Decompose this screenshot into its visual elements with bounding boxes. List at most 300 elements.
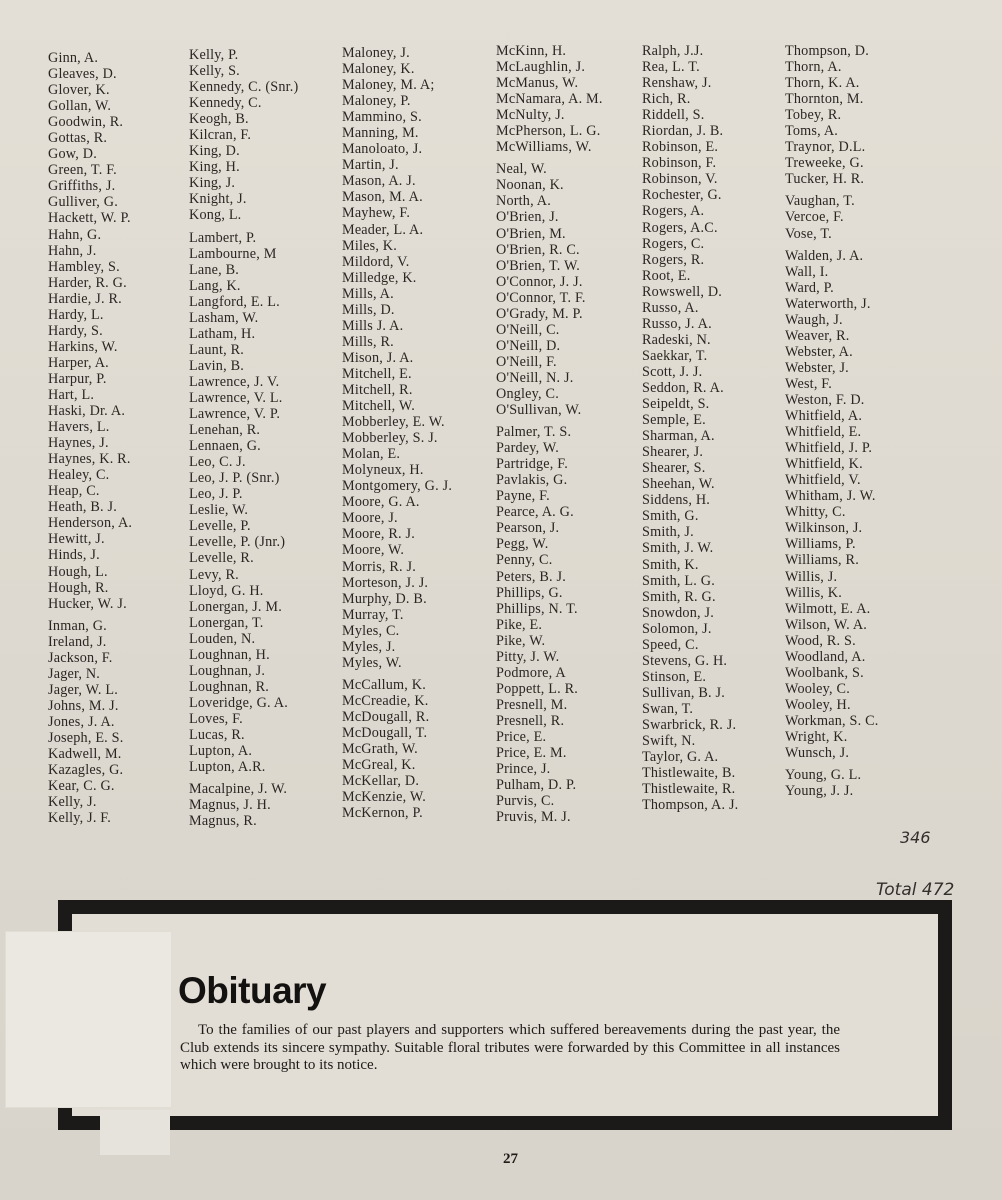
member-name: Sheehan, W. bbox=[642, 476, 715, 493]
names-column-1 bbox=[48, 50, 132, 826]
member-name: Johns, M. J. bbox=[48, 697, 119, 714]
member-name: Swift, N. bbox=[642, 733, 696, 750]
member-name: McDougall, T. bbox=[342, 724, 428, 741]
member-name: Wall, I. bbox=[785, 263, 829, 280]
member-name: Gow, D. bbox=[48, 146, 97, 163]
member-name: Webster, J. bbox=[785, 359, 849, 376]
member-name: Workman, S. C. bbox=[785, 712, 879, 729]
member-name: Walden, J. A. bbox=[785, 247, 864, 264]
member-name: Swarbrick, R. J. bbox=[642, 716, 737, 733]
member-name: Hahn, G. bbox=[48, 226, 102, 243]
member-name: Webster, A. bbox=[785, 343, 853, 360]
member-name: Shearer, J. bbox=[642, 444, 704, 461]
member-name: Rich, R. bbox=[642, 91, 691, 108]
handwritten-count: 346 bbox=[900, 828, 931, 847]
member-name: O'Neill, N. J. bbox=[496, 369, 574, 386]
member-name: Latham, H. bbox=[189, 325, 256, 342]
member-name: O'Neill, C. bbox=[496, 321, 560, 338]
member-name: Robinson, F. bbox=[642, 155, 717, 172]
member-name: Smith, R. G. bbox=[642, 588, 716, 605]
member-name: McGreal, K. bbox=[342, 757, 416, 774]
member-name: Kelly, J. bbox=[48, 794, 97, 811]
member-name: Wood, R. S. bbox=[785, 632, 856, 649]
member-name: West, F. bbox=[785, 375, 833, 392]
member-name: Moore, J. bbox=[342, 510, 398, 527]
member-name: McLaughlin, J. bbox=[496, 59, 586, 76]
member-name: Root, E. bbox=[642, 267, 691, 284]
member-name: Peters, B. J. bbox=[496, 568, 566, 585]
member-name: Pegg, W. bbox=[496, 536, 549, 553]
member-name: Lupton, A. bbox=[189, 743, 253, 760]
member-name: Louden, N. bbox=[189, 630, 256, 647]
member-name: Robinson, E. bbox=[642, 139, 719, 156]
member-name: Levelle, R. bbox=[189, 550, 254, 567]
member-name: Speed, C. bbox=[642, 636, 699, 653]
member-name: Smith, J. W. bbox=[642, 540, 714, 557]
member-name: Ongley, C. bbox=[496, 385, 559, 402]
member-name: Williams, R. bbox=[785, 552, 859, 569]
member-name: Woolbank, S. bbox=[785, 664, 864, 681]
member-name: Pike, E. bbox=[496, 616, 543, 633]
member-name: Knight, J. bbox=[189, 191, 247, 208]
member-name: King, H. bbox=[189, 159, 240, 176]
member-name: North, A. bbox=[496, 193, 552, 210]
member-name: Weaver, R. bbox=[785, 327, 850, 344]
member-name: Mayhew, F. bbox=[342, 205, 411, 222]
member-name: Lenehan, R. bbox=[189, 422, 261, 439]
member-name: Harder, R. G. bbox=[48, 274, 127, 291]
member-name: Palmer, T. S. bbox=[496, 424, 572, 441]
member-name: Kennedy, C. bbox=[189, 95, 262, 112]
member-name: Pruvis, M. J. bbox=[496, 809, 571, 826]
member-name: Levy, R. bbox=[189, 566, 239, 583]
member-name: Myles, C. bbox=[342, 622, 400, 639]
member-name: Keogh, B. bbox=[189, 111, 249, 128]
member-name: Ireland, J. bbox=[48, 633, 107, 650]
member-name: Kelly, S. bbox=[189, 63, 240, 80]
member-name: Kong, L. bbox=[189, 207, 242, 224]
member-name: Phillips, N. T. bbox=[496, 600, 578, 617]
member-name: Leo, J. P. (Snr.) bbox=[189, 470, 280, 487]
member-name: Poppett, L. R. bbox=[496, 680, 579, 697]
member-name: McKernon, P. bbox=[342, 805, 423, 822]
member-name: Shearer, S. bbox=[642, 460, 706, 477]
member-name: Smith, L. G. bbox=[642, 572, 715, 589]
member-name: Lupton, A.R. bbox=[189, 759, 266, 776]
member-name: Lawrence, V. L. bbox=[189, 389, 283, 406]
member-name: Loughnan, J. bbox=[189, 662, 266, 679]
member-name: Stevens, G. H. bbox=[642, 652, 728, 669]
member-name: Kilcran, F. bbox=[189, 127, 252, 144]
member-name: Presnell, M. bbox=[496, 696, 568, 713]
member-name: Haynes, K. R. bbox=[48, 451, 131, 468]
member-name: Langford, E. L. bbox=[189, 293, 280, 310]
member-name: Maloney, J. bbox=[342, 45, 410, 61]
member-name: Leo, C. J. bbox=[189, 454, 246, 471]
member-name: Martin, J. bbox=[342, 157, 399, 174]
member-name: Kazagles, G. bbox=[48, 762, 124, 779]
member-name: Scott, J. J. bbox=[642, 363, 703, 380]
member-name: Toms, A. bbox=[785, 123, 839, 140]
member-name: Radeski, N. bbox=[642, 331, 711, 348]
member-name: Waugh, J. bbox=[785, 311, 843, 328]
member-name: Vaughan, T. bbox=[785, 193, 855, 210]
member-name: McKellar, D. bbox=[342, 773, 420, 790]
member-name: Gollan, W. bbox=[48, 98, 112, 115]
member-name: Smith, J. bbox=[642, 524, 694, 541]
member-name: Hahn, J. bbox=[48, 242, 97, 259]
member-name: O'Connor, T. F. bbox=[496, 289, 586, 306]
member-name: Moore, G. A. bbox=[342, 494, 420, 511]
member-name: Levelle, P. bbox=[189, 518, 251, 535]
member-name: Manning, M. bbox=[342, 125, 419, 142]
member-name: Price, E. M. bbox=[496, 745, 567, 762]
member-name: Henderson, A. bbox=[48, 515, 133, 532]
member-name: Hardie, J. R. bbox=[48, 290, 122, 307]
member-name: Leo, J. P. bbox=[189, 486, 243, 503]
member-name: Griffiths, J. bbox=[48, 178, 116, 195]
member-name: Taylor, G. A. bbox=[642, 749, 719, 766]
page-number: 27 bbox=[503, 1151, 518, 1167]
member-name: Hambley, S. bbox=[48, 258, 120, 275]
member-name: Joseph, E. S. bbox=[48, 729, 124, 746]
member-name: O'Sullivan, W. bbox=[496, 402, 582, 419]
member-name: Molan, E. bbox=[342, 446, 401, 463]
names-column-3 bbox=[342, 45, 452, 821]
member-name: Mitchell, R. bbox=[342, 381, 413, 398]
member-name: Ginn, A. bbox=[48, 50, 99, 66]
member-name: Pearson, J. bbox=[496, 520, 560, 537]
member-name: Kennedy, C. (Snr.) bbox=[189, 79, 299, 96]
member-name: Inman, G. bbox=[48, 617, 107, 634]
member-name: Harkins, W. bbox=[48, 338, 118, 355]
member-name: Mason, A. J. bbox=[342, 173, 416, 190]
member-name: Magnus, J. H. bbox=[189, 797, 271, 814]
member-name: Thorn, A. bbox=[785, 59, 842, 76]
member-name: Pearce, A. G. bbox=[496, 504, 574, 521]
member-name: Wilkinson, J. bbox=[785, 520, 863, 537]
member-name: Murray, T. bbox=[342, 606, 404, 623]
member-name: Healey, C. bbox=[48, 467, 110, 484]
names-column-4 bbox=[496, 43, 603, 825]
member-name: King, J. bbox=[189, 175, 236, 192]
member-name: Manoloato, J. bbox=[342, 141, 423, 158]
member-name: Noonan, K. bbox=[496, 177, 564, 194]
member-name: Jager, N. bbox=[48, 665, 101, 682]
member-name: Montgomery, G. J. bbox=[342, 478, 453, 495]
member-name: Macalpine, J. W. bbox=[189, 781, 288, 798]
member-name: Mills J. A. bbox=[342, 317, 404, 334]
member-name: Hewitt, J. bbox=[48, 531, 105, 548]
member-name: Lawrence, J. V. bbox=[189, 373, 280, 390]
member-name: Lambert, P. bbox=[189, 229, 257, 246]
member-name: Purvis, C. bbox=[496, 793, 555, 810]
member-name: Launt, R. bbox=[189, 341, 244, 358]
member-name: Young, J. J. bbox=[785, 783, 854, 800]
member-name: Maloney, P. bbox=[342, 93, 411, 110]
member-name: Young, G. L. bbox=[785, 767, 862, 784]
member-name: Jones, J. A. bbox=[48, 713, 115, 730]
member-name: Thompson, D. bbox=[785, 43, 869, 59]
member-name: Hardy, L. bbox=[48, 306, 104, 323]
member-name: Mammino, S. bbox=[342, 109, 422, 126]
member-name: Loughnan, H. bbox=[189, 646, 270, 663]
member-name: Siddens, H. bbox=[642, 492, 711, 509]
member-name: McDougall, R. bbox=[342, 708, 430, 725]
member-name: Riordan, J. B. bbox=[642, 123, 724, 140]
member-name: Stinson, E. bbox=[642, 668, 707, 685]
member-name: Wooley, C. bbox=[785, 680, 850, 697]
member-name: Riddell, S. bbox=[642, 107, 705, 124]
member-name: Mitchell, E. bbox=[342, 365, 412, 382]
member-name: Rochester, G. bbox=[642, 187, 722, 204]
member-name: Rea, L. T. bbox=[642, 59, 700, 76]
member-name: Tobey, R. bbox=[785, 107, 842, 124]
member-name: Pardey, W. bbox=[496, 440, 559, 457]
member-name: Mills, R. bbox=[342, 333, 394, 350]
member-name: Price, E. bbox=[496, 728, 547, 745]
member-name: Heap, C. bbox=[48, 483, 100, 500]
member-name: Pulham, D. P. bbox=[496, 777, 577, 794]
paper-patch bbox=[6, 932, 171, 1107]
member-name: Podmore, A bbox=[496, 664, 566, 681]
member-name: Leslie, W. bbox=[189, 502, 249, 519]
member-name: McKinn, H. bbox=[496, 43, 567, 59]
member-name: Maloney, M. A; bbox=[342, 77, 435, 94]
member-name: Hough, L. bbox=[48, 563, 108, 580]
member-name: Renshaw, J. bbox=[642, 75, 712, 92]
member-name: Rowswell, D. bbox=[642, 283, 723, 300]
member-name: Smith, G. bbox=[642, 508, 699, 525]
member-name: Whitty, C. bbox=[785, 504, 846, 521]
member-name: Moore, W. bbox=[342, 542, 405, 559]
member-name: Mitchell, W. bbox=[342, 398, 415, 415]
member-name: McCallum, K. bbox=[342, 676, 426, 693]
member-name: Presnell, R. bbox=[496, 712, 565, 729]
member-name: Whitfield, E. bbox=[785, 424, 862, 441]
obituary-title: Obituary bbox=[178, 970, 327, 1011]
member-name: Snowdon, J. bbox=[642, 604, 714, 621]
member-name: Ward, P. bbox=[785, 279, 834, 296]
member-name: Myles, W. bbox=[342, 654, 402, 671]
member-name: Murphy, D. B. bbox=[342, 590, 427, 607]
member-name: Levelle, P. (Jnr.) bbox=[189, 534, 286, 551]
member-name: Whitfield, V. bbox=[785, 472, 861, 489]
paper-patch-lower bbox=[100, 1110, 170, 1155]
member-name: Wooley, H. bbox=[785, 696, 851, 713]
member-name: McNulty, J. bbox=[496, 107, 565, 124]
member-name: Hart, L. bbox=[48, 386, 95, 403]
member-name: Jackson, F. bbox=[48, 649, 113, 666]
member-name: Lavin, B. bbox=[189, 357, 244, 374]
member-name: Solomon, J. bbox=[642, 620, 712, 637]
member-name: Loveridge, G. A. bbox=[189, 694, 288, 711]
member-name: Semple, E. bbox=[642, 412, 706, 429]
member-name: Myles, J. bbox=[342, 638, 396, 655]
member-name: Lang, K. bbox=[189, 277, 241, 294]
member-name: Seddon, R. A. bbox=[642, 379, 724, 396]
member-name: Payne, F. bbox=[496, 488, 550, 505]
member-name: Saekkar, T. bbox=[642, 347, 708, 364]
member-name: Lucas, R. bbox=[189, 726, 245, 743]
member-name: Lane, B. bbox=[189, 261, 240, 278]
member-name: Partridge, F. bbox=[496, 456, 568, 473]
member-name: Gleaves, D. bbox=[48, 66, 117, 83]
member-name: Thornton, M. bbox=[785, 91, 864, 108]
member-name: Traynor, D.L. bbox=[785, 139, 866, 156]
member-name: Meader, L. A. bbox=[342, 221, 424, 238]
member-name: Kadwell, M. bbox=[48, 746, 122, 763]
obituary-box bbox=[58, 900, 952, 1130]
member-name: McGrath, W. bbox=[342, 741, 418, 758]
member-name: Glover, K. bbox=[48, 82, 110, 99]
member-name: Mobberley, E. W. bbox=[342, 414, 445, 431]
member-name: Wilson, W. A. bbox=[785, 616, 868, 633]
member-name: Seipeldt, S. bbox=[642, 396, 710, 413]
member-name: Maloney, K. bbox=[342, 61, 415, 78]
names-column-5 bbox=[642, 43, 738, 813]
member-name: Whitfield, K. bbox=[785, 456, 863, 473]
member-name: Williams, P. bbox=[785, 536, 856, 553]
member-name: Loughnan, R. bbox=[189, 678, 270, 695]
member-name: McKenzie, W. bbox=[342, 789, 426, 806]
member-name: Whitham, J. W. bbox=[785, 488, 876, 505]
member-name: O'Brien, T. W. bbox=[496, 257, 581, 274]
member-name: Willis, K. bbox=[785, 584, 842, 601]
member-name: Rogers, A.C. bbox=[642, 219, 718, 236]
member-name: Wright, K. bbox=[785, 728, 848, 745]
member-name: Vercoe, F. bbox=[785, 209, 844, 226]
obituary-text: To the families of our past players and supporters which suffered bereavements during the past year, the Club extends its sincere sympathy. Suitable floral tributes were forwarded by this Committee in all instances which were brought to its notice. bbox=[180, 1022, 840, 1073]
member-name: Moore, R. J. bbox=[342, 526, 415, 543]
member-name: Gulliver, G. bbox=[48, 194, 118, 211]
member-name: McWilliams, W. bbox=[496, 139, 592, 156]
member-name: Haski, Dr. A. bbox=[48, 403, 126, 420]
member-name: Mills, A. bbox=[342, 285, 394, 302]
member-name: Hinds, J. bbox=[48, 547, 100, 564]
member-name: Thompson, A. J. bbox=[642, 797, 739, 814]
member-name: Hardy, S. bbox=[48, 322, 103, 339]
handwritten-total: Total 472 bbox=[876, 880, 955, 900]
member-name: Kelly, J. F. bbox=[48, 810, 112, 827]
member-name: Whitfield, A. bbox=[785, 408, 863, 425]
member-name: Magnus, R. bbox=[189, 813, 257, 830]
member-name: Rogers, A. bbox=[642, 203, 705, 220]
member-name: Morris, R. J. bbox=[342, 558, 416, 575]
member-name: Vose, T. bbox=[785, 225, 832, 242]
member-name: Kear, C. G. bbox=[48, 778, 115, 795]
member-name: O'Neill, F. bbox=[496, 353, 557, 370]
member-name: O'Grady, M. P. bbox=[496, 305, 583, 322]
member-name: Sullivan, B. J. bbox=[642, 684, 726, 701]
member-name: King, D. bbox=[189, 143, 240, 160]
member-name: Miles, K. bbox=[342, 237, 398, 254]
member-name: Gottas, R. bbox=[48, 130, 108, 147]
member-name: Rogers, R. bbox=[642, 251, 705, 268]
member-name: McManus, W. bbox=[496, 75, 579, 92]
member-name: O'Connor, J. J. bbox=[496, 273, 583, 290]
member-name: Penny, C. bbox=[496, 552, 553, 569]
member-name: Russo, A. bbox=[642, 299, 699, 316]
member-name: Pitty, J. W. bbox=[496, 648, 560, 665]
member-name: Havers, L. bbox=[48, 419, 110, 436]
member-name: Lonergan, T. bbox=[189, 614, 264, 631]
member-name: Lawrence, V. P. bbox=[189, 406, 281, 423]
member-name: Thorn, K. A. bbox=[785, 75, 860, 92]
member-name: Harpur, P. bbox=[48, 370, 107, 387]
member-name: Green, T. F. bbox=[48, 162, 117, 179]
member-name: Phillips, G. bbox=[496, 584, 563, 601]
member-name: McPherson, L. G. bbox=[496, 123, 601, 140]
member-name: Morteson, J. J. bbox=[342, 574, 429, 591]
names-column-2 bbox=[189, 47, 298, 829]
member-name: Lloyd, G. H. bbox=[189, 582, 264, 599]
member-name: Whitfield, J. P. bbox=[785, 440, 873, 457]
member-name: Treweeke, G. bbox=[785, 155, 864, 172]
member-name: Loves, F. bbox=[189, 710, 243, 727]
member-name: Molyneux, H. bbox=[342, 462, 424, 479]
names-column-6 bbox=[785, 43, 878, 799]
member-name: Neal, W. bbox=[496, 161, 547, 178]
member-name: Jager, W. L. bbox=[48, 681, 118, 698]
member-name: Mills, D. bbox=[342, 301, 395, 318]
member-name: O'Brien, R. C. bbox=[496, 241, 580, 258]
member-name: Rogers, C. bbox=[642, 235, 705, 252]
member-name: McCreadie, K. bbox=[342, 692, 429, 709]
member-name: Willis, J. bbox=[785, 568, 838, 585]
member-name: Lambourne, M bbox=[189, 245, 277, 262]
member-name: Haynes, J. bbox=[48, 435, 109, 452]
member-name: Pavlakis, G. bbox=[496, 472, 568, 489]
member-name: O'Neill, D. bbox=[496, 337, 561, 354]
member-name: Mobberley, S. J. bbox=[342, 430, 438, 447]
member-name: Swan, T. bbox=[642, 700, 694, 717]
member-name: Lasham, W. bbox=[189, 309, 259, 326]
member-name: Mison, J. A. bbox=[342, 349, 414, 366]
member-name: Prince, J. bbox=[496, 761, 551, 778]
member-name: Wilmott, E. A. bbox=[785, 600, 871, 617]
member-name: Heath, B. J. bbox=[48, 499, 117, 516]
member-name: Ralph, J.J. bbox=[642, 43, 704, 59]
member-name: Weston, F. D. bbox=[785, 391, 865, 408]
member-name: Mildord, V. bbox=[342, 253, 410, 270]
member-name: Goodwin, R. bbox=[48, 114, 124, 131]
member-name: Smith, K. bbox=[642, 556, 699, 573]
member-name: Russo, J. A. bbox=[642, 315, 712, 332]
member-name: Thistlewaite, B. bbox=[642, 765, 736, 782]
member-name: Hough, R. bbox=[48, 579, 109, 596]
member-name: Milledge, K. bbox=[342, 269, 417, 286]
member-name: Thistlewaite, R. bbox=[642, 781, 736, 798]
member-name: Hucker, W. J. bbox=[48, 595, 127, 612]
member-name: O'Brien, M. bbox=[496, 225, 566, 242]
member-name: Woodland, A. bbox=[785, 648, 866, 665]
member-name: McNamara, A. M. bbox=[496, 91, 603, 108]
member-name: Hackett, W. P. bbox=[48, 210, 131, 227]
member-name: Wunsch, J. bbox=[785, 745, 850, 762]
member-name: Kelly, P. bbox=[189, 47, 239, 63]
member-name: Mason, M. A. bbox=[342, 189, 423, 206]
member-name: Tucker, H. R. bbox=[785, 171, 865, 188]
member-name: Waterworth, J. bbox=[785, 295, 871, 312]
member-name: Lonergan, J. M. bbox=[189, 598, 282, 615]
member-name: Pike, W. bbox=[496, 632, 546, 649]
member-name: Harper, A. bbox=[48, 354, 109, 371]
member-name: Sharman, A. bbox=[642, 428, 715, 445]
member-name: Lennaen, G. bbox=[189, 438, 261, 455]
member-name: Robinson, V. bbox=[642, 171, 718, 188]
member-name: O'Brien, J. bbox=[496, 209, 559, 226]
